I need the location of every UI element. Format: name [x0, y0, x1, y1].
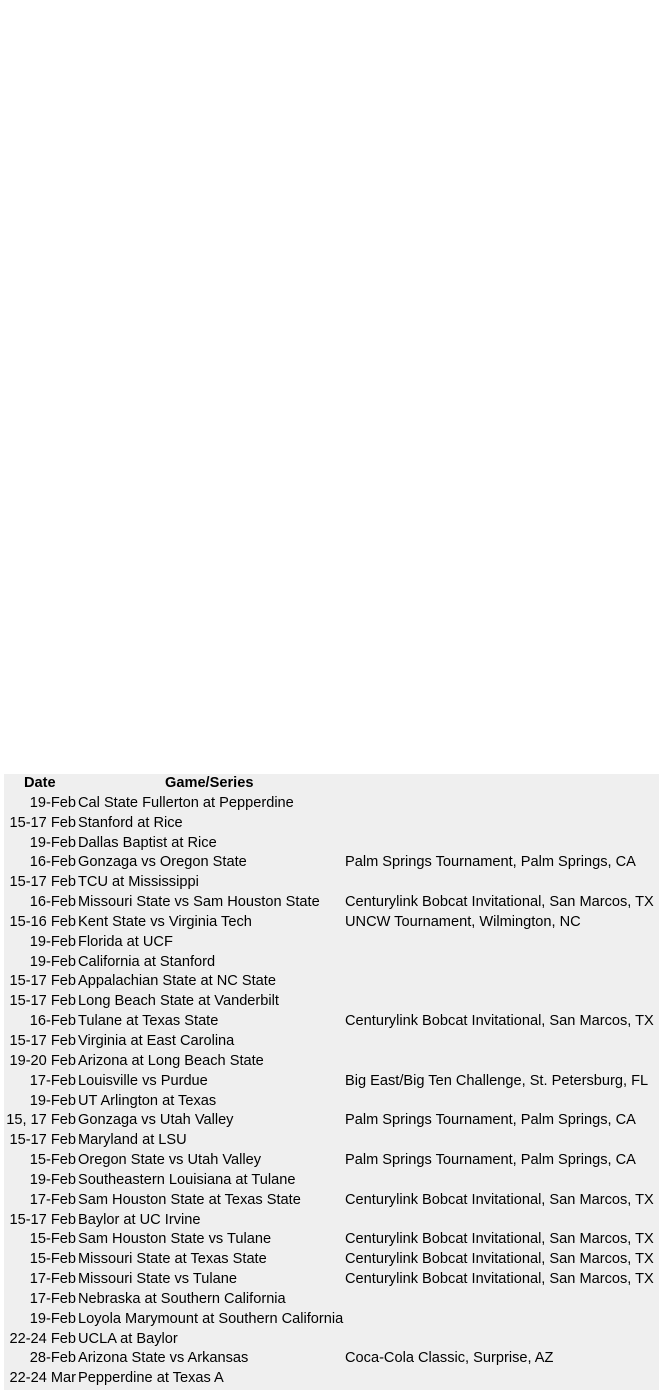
table-row — [4, 992, 659, 1012]
date-cell: 19-Feb — [29, 794, 76, 811]
game-cell: Missouri State vs Sam Houston State — [78, 894, 320, 911]
date-cell: 15-Feb — [29, 1231, 76, 1248]
venue-cell: Centurylink Bobcat Invitational, San Marcos, TX — [345, 1271, 654, 1288]
date-cell: 15-Feb — [29, 1251, 76, 1268]
game-cell: Appalachian State at NC State — [78, 973, 276, 990]
game-cell: Long Beach State at Vanderbilt — [78, 993, 279, 1010]
table-row — [4, 1111, 659, 1131]
game-cell: Loyola Marymount at Southern California — [78, 1310, 344, 1327]
game-cell: Dallas Baptist at Rice — [78, 834, 217, 851]
table-row — [4, 834, 659, 854]
date-cell: 17-Feb — [29, 1072, 76, 1089]
game-cell: Arizona State vs Arkansas — [78, 1350, 249, 1367]
table-row — [4, 1250, 659, 1270]
table-row — [4, 1369, 659, 1389]
table-row — [4, 853, 659, 873]
game-cell: Gonzaga vs Utah Valley — [78, 1112, 234, 1129]
table-row — [4, 972, 659, 992]
table-row — [4, 913, 659, 933]
table-row — [4, 1230, 659, 1250]
table-row — [4, 1330, 659, 1350]
game-cell: Louisville vs Purdue — [78, 1072, 208, 1089]
game-cell: Virginia at East Carolina — [78, 1032, 235, 1049]
venue-cell: Centurylink Bobcat Invitational, San Marcos, TX — [345, 1191, 654, 1208]
table-row — [4, 893, 659, 913]
game-cell: Oregon State vs Utah Valley — [78, 1152, 262, 1169]
date-cell: 19-20 Feb — [9, 1052, 76, 1069]
game-cell: Nebraska at Southern California — [78, 1290, 286, 1307]
date-cell: 15-17 Feb — [9, 874, 76, 891]
table-row — [4, 1012, 659, 1032]
date-cell: 16-Feb — [29, 1013, 76, 1030]
date-cell: 15-17 Feb — [9, 1211, 76, 1228]
game-cell: Kent State vs Virginia Tech — [78, 913, 252, 930]
table-row — [4, 794, 659, 814]
date-cell: 15-17 Feb — [9, 1132, 76, 1149]
table-row — [4, 1052, 659, 1072]
game-cell: California at Stanford — [78, 953, 216, 970]
table-row — [4, 933, 659, 953]
venue-cell: Palm Springs Tournament, Palm Springs, CA — [345, 1112, 636, 1129]
table-row — [4, 1072, 659, 1092]
date-cell: 16-Feb — [29, 894, 76, 911]
date-cell: 22-24 Feb — [9, 1330, 76, 1347]
venue-cell: Centurylink Bobcat Invitational, San Marcos, TX — [345, 1231, 654, 1248]
game-cell: Southeastern Louisiana at Tulane — [78, 1171, 296, 1188]
date-column-header: Date — [24, 775, 56, 791]
venue-cell: Big East/Big Ten Challenge, St. Petersburg, FL — [345, 1072, 649, 1089]
date-cell: 19-Feb — [29, 933, 76, 950]
venue-cell: Palm Springs Tournament, Palm Springs, CA — [345, 854, 636, 871]
game-cell: Florida at UCF — [78, 933, 173, 950]
table-row — [4, 1290, 659, 1310]
date-cell: 15-17 Feb — [9, 814, 76, 831]
game-cell: Missouri State vs Tulane — [78, 1271, 237, 1288]
game-cell: Arizona at Long Beach State — [78, 1052, 264, 1069]
table-row — [4, 814, 659, 834]
table-row — [4, 1151, 659, 1171]
game-cell: UT Arlington at Texas — [78, 1092, 217, 1109]
game-cell: Stanford at Rice — [78, 814, 183, 831]
date-cell: 28-Feb — [29, 1350, 76, 1367]
table-row — [4, 1191, 659, 1211]
game-cell: Cal State Fullerton at Pepperdine — [78, 794, 294, 811]
date-cell: 17-Feb — [29, 1271, 76, 1288]
date-cell: 19-Feb — [29, 1092, 76, 1109]
venue-cell: UNCW Tournament, Wilmington, NC — [345, 913, 581, 930]
game-cell: TCU at Mississippi — [78, 874, 199, 891]
game-cell: Tulane at Texas State — [78, 1013, 219, 1030]
game-cell: Pepperdine at Texas A — [78, 1370, 224, 1387]
venue-cell: Centurylink Bobcat Invitational, San Marcos, TX — [345, 894, 654, 911]
game-series-column-header: Game/Series — [165, 775, 254, 791]
date-cell: 15-16 Feb — [9, 913, 76, 930]
date-cell: 15-17 Feb — [9, 973, 76, 990]
date-cell: 19-Feb — [29, 1310, 76, 1327]
date-cell: 16-Feb — [29, 854, 76, 871]
table-row — [4, 953, 659, 973]
venue-cell: Centurylink Bobcat Invitational, San Marcos, TX — [345, 1013, 654, 1030]
game-cell: Missouri State at Texas State — [78, 1251, 267, 1268]
table-row — [4, 1211, 659, 1231]
date-cell: 19-Feb — [29, 1171, 76, 1188]
schedule-table — [4, 774, 659, 1390]
table-body — [4, 794, 659, 1389]
venue-cell: Palm Springs Tournament, Palm Springs, CA — [345, 1152, 636, 1169]
date-cell: 15, 17 Feb — [6, 1112, 76, 1129]
table-row — [4, 1171, 659, 1191]
table-row — [4, 1310, 659, 1330]
venue-cell: Centurylink Bobcat Invitational, San Marcos, TX — [345, 1251, 654, 1268]
table-row — [4, 1270, 659, 1290]
date-cell: 22-24 Mar — [9, 1370, 76, 1387]
game-cell: Sam Houston State at Texas State — [78, 1191, 301, 1208]
table-row — [4, 1092, 659, 1112]
date-cell: 19-Feb — [29, 834, 76, 851]
date-cell: 19-Feb — [29, 953, 76, 970]
game-cell: Maryland at LSU — [78, 1132, 187, 1149]
table-row — [4, 1349, 659, 1369]
table-row — [4, 1131, 659, 1151]
game-cell: Baylor at UC Irvine — [78, 1211, 201, 1228]
table-row — [4, 1032, 659, 1052]
date-cell: 17-Feb — [29, 1191, 76, 1208]
date-cell: 17-Feb — [29, 1290, 76, 1307]
game-cell: Gonzaga vs Oregon State — [78, 854, 247, 871]
date-cell: 15-Feb — [29, 1152, 76, 1169]
date-cell: 15-17 Feb — [9, 1032, 76, 1049]
table-header — [4, 774, 659, 794]
game-cell: Sam Houston State vs Tulane — [78, 1231, 272, 1248]
game-cell: UCLA at Baylor — [78, 1330, 178, 1347]
table-row — [4, 873, 659, 893]
date-cell: 15-17 Feb — [9, 993, 76, 1010]
venue-cell: Coca-Cola Classic, Surprise, AZ — [345, 1350, 554, 1367]
